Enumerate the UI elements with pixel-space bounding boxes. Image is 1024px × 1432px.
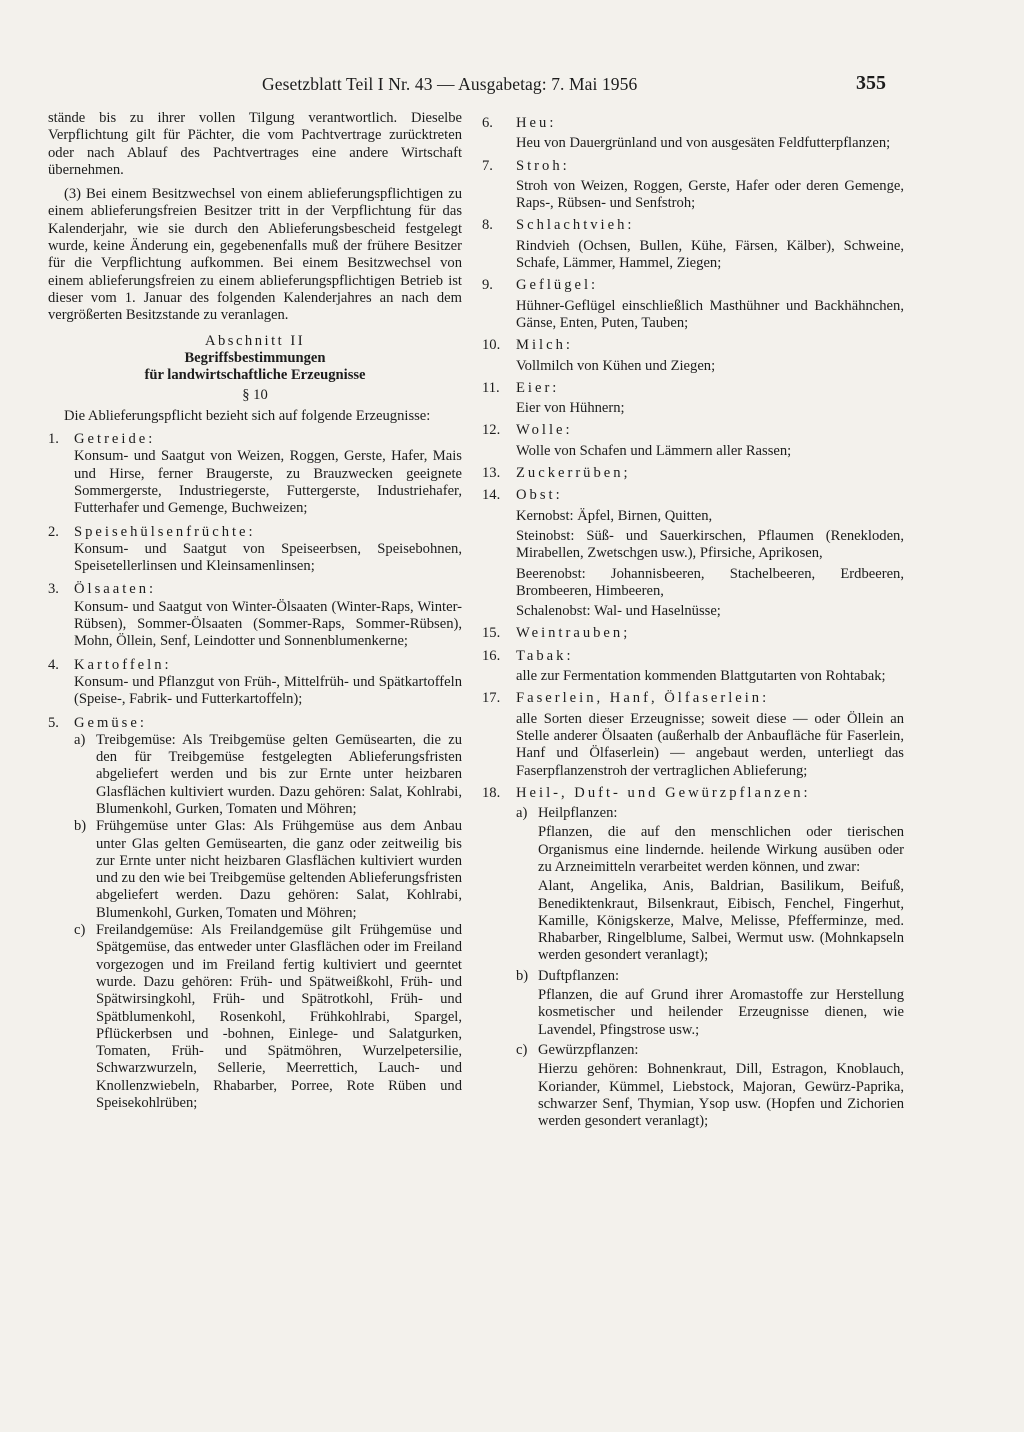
paragraph-continuation: stände bis zu ihrer vollen Tilgung verantwortlich. Dieselbe Verpflichtung gilt für Pächter, die vom Pachtvertrage zurücktreten oder nach Ablauf des Pachtvertrages eine andere Wirtschaft übernehmen. xyxy=(48,110,462,178)
list-item xyxy=(48,581,462,650)
item-heading: Milch: xyxy=(516,337,573,354)
item-heading: Tabak: xyxy=(516,647,574,664)
item-number: 3. xyxy=(48,581,59,598)
item-text: Wolle von Schafen und Lämmern aller Rassen; xyxy=(516,442,792,459)
item-number: 9. xyxy=(482,277,493,294)
item-number: 7. xyxy=(482,157,493,174)
sub-item xyxy=(516,1042,904,1130)
obst-line: Kernobst: Äpfel, Birnen, Quitten, xyxy=(516,507,713,524)
item-number: 13. xyxy=(482,465,501,482)
item-heading: Stroh: xyxy=(516,157,570,174)
item-text: Konsum- und Saatgut von Winter-Ölsaaten (Winter-Raps, Winter-Rübsen), Sommer-Ölsaaten (Sommer-Raps, Sommer-Rübsen), Mohn, Öllein, Senf, Leindotter und Sonnenblumenkerne; xyxy=(74,598,462,650)
obst-line: Schalenobst: Wal- und Haselnüsse; xyxy=(516,603,721,620)
list-item xyxy=(482,217,904,272)
item-number: 12. xyxy=(482,422,501,439)
list-item xyxy=(48,524,462,576)
item-heading: Heil-, Duft- und Gewürzpflanzen: xyxy=(516,784,811,801)
item-number: 2. xyxy=(48,523,59,540)
page-number: 355 xyxy=(856,72,886,94)
item-heading: Wolle: xyxy=(516,422,573,439)
item-text: Heu von Dauergrünland und von ausgesäten Feldfutterpflanzen; xyxy=(516,135,891,152)
item-number: 11. xyxy=(482,379,500,396)
sub-title: Gewürzpflanzen: xyxy=(538,1041,639,1058)
sub-item xyxy=(516,968,904,1039)
sub-item xyxy=(74,818,462,922)
paragraph-sign: § 10 xyxy=(242,387,268,404)
item-text: alle Sorten dieser Erzeugnisse; soweit diese — oder Öllein an Stelle anderer Ölsaaten (außerhalb der Anbaufläche für Faserlein, Hanf und Ölfaserlein) — angebaut werden, unterliegt das Faserpflanzenstroh der vertraglichen Ablieferung; xyxy=(516,710,904,779)
sub-item xyxy=(516,805,904,965)
sub-label: c) xyxy=(516,1041,528,1058)
sub-item xyxy=(74,732,462,818)
list-item-gemuese xyxy=(48,715,462,1113)
item-text: Konsum- und Pflanzgut von Früh-, Mittelfrüh- und Spätkartoffeln (Speise-, Fabrik- und Futterkartoffeln); xyxy=(74,673,462,708)
list-item xyxy=(482,158,904,213)
item-number: 15. xyxy=(482,625,501,642)
sub-label: c) xyxy=(74,922,86,939)
item-number: 14. xyxy=(482,487,501,504)
sub-label: b) xyxy=(74,818,87,835)
item-heading: Gemüse: xyxy=(74,714,147,731)
item-number: 16. xyxy=(482,647,501,664)
item-heading: Ölsaaten: xyxy=(74,581,157,598)
list-item xyxy=(482,648,904,686)
sub-text: Hierzu gehören: Bohnenkraut, Dill, Estragon, Knoblauch, Koriander, Kümmel, Liebstock, Majoran, Gewürz-Paprika, schwarzer Senf, Thymian, Ysop usw. (Hopfen und Zichorien werden gesondert veranlagt); xyxy=(538,1061,904,1130)
item-heading: Heu: xyxy=(516,115,557,131)
item-number: 1. xyxy=(48,431,59,448)
item-text: Eier von Hühnern; xyxy=(516,400,625,417)
sub-text: Pflanzen, die auf Grund ihrer Aromastoffe zur Herstellung kosmetischer und heilender Erzeugnisse dienen, wie Lavendel, Pfingstrose usw.; xyxy=(538,987,904,1038)
intro-text: Die Ablieferungspflicht bezieht sich auf folgende Erzeugnisse: xyxy=(64,407,431,424)
list-item-heilpflanzen xyxy=(482,785,904,1131)
list-item xyxy=(482,422,904,460)
list-item xyxy=(482,277,904,332)
sub-item xyxy=(74,922,462,1112)
item-number: 4. xyxy=(48,656,59,673)
list-item xyxy=(482,337,904,375)
item-text: alle zur Fermentation kommenden Blattgutarten von Rohtabak; xyxy=(516,668,886,685)
obst-line: Steinobst: Süß- und Sauerkirschen, Pflaumen (Reneklоden, Mirabellen, Zwetschgen usw.), Pfirsiche, Aprikosen, xyxy=(516,527,904,562)
section-heading: Abschnitt II xyxy=(204,332,306,349)
sub-title: Heilpflanzen: xyxy=(538,805,618,822)
sub-text: Freilandgemüse: Als Freilandgemüse gilt Frühgemüse und Spätgemüse, das entweder unter Glasflächen oder im Freiland vorgezogen und im Freiland fertig kultiviert und geerntet wurde. Dazu gehören: Früh- und Spätweißkohl, Früh- und Spätwirsingkohl, Früh- und Spätrotkohl, Früh- und Spätblumenkohl, Rosenkohl, Frühkohlrabi, Spargel, Pflückerbsen und -bohnen, Einlege- und Salatgurken, Tomaten, Früh- und Spätmöhren, Wurzelpetersilie, Schwarzwurzeln, Sellerie, Meerrettich, Lauch- und Knollenzwiebeln, Rhabarber, Porree, Rote Rüben und Speisekohlrüben; xyxy=(96,922,462,1112)
item-number: 5. xyxy=(48,714,59,731)
item-text: Rindvieh (Ochsen, Bullen, Kühe, Färsen, Kälber), Schweine, Schafe, Lämmer, Hammel, Ziegen; xyxy=(516,237,904,272)
sub-text: Treibgemüse: Als Treibgemüse gelten Gemüsearten, die zu den für Treibgemüse festgelegten Ablieferungsfristen abgeliefert werden und bis zur Ernte unter heizbaren Glasflächen kultiviert wurden. Dazu gehören: Salat, Kohlrabi, Blumenkohl, Gurken, Tomaten und Möhren; xyxy=(96,731,462,817)
item-heading: Eier: xyxy=(516,379,560,396)
right-column xyxy=(482,110,904,1130)
item-heading: Weintrauben; xyxy=(516,625,631,642)
sub-text: Frühgemüse unter Glas: Als Frühgemüse aus dem Anbau unter Glas gelten Gemüsearten, die ganz oder zeitweilig bis zur Ernte unter nicht heizbaren Glasflächen kultiviert wurden und zu den wie bei Treibgemüse geltenden Ablieferungsfristen abgeliefert werden. Dazu gehören: Salat, Kohlrabi, Blumenkohl, Gurken, Tomaten und Möhren; xyxy=(96,818,462,921)
sub-label: b) xyxy=(516,967,529,984)
item-heading: Faserlein, Hanf, Ölfaserlein: xyxy=(516,690,770,707)
list-item xyxy=(482,690,904,779)
item-number: 18. xyxy=(482,784,501,801)
item-number: 6. xyxy=(482,115,493,131)
running-header: Gesetzblatt Teil I Nr. 43 — Ausgabetag: 7. Mai 1956 xyxy=(262,74,638,94)
list-item xyxy=(482,115,904,153)
sub-text: Pflanzen, die auf den menschlichen oder tierischen Organismus eine lindernde. heilende Wirkung ausüben oder zu Arzneimitteln verarbeitet werden können, und zwar: xyxy=(538,824,904,875)
list-item xyxy=(482,380,904,418)
obst-line: Beerenobst: Johannisbeeren, Stachelbeeren, Erdbeeren, Brombeeren, Himbeeren, xyxy=(516,565,904,599)
item-heading: Obst: xyxy=(516,487,563,504)
item-text: Konsum- und Saatgut von Weizen, Roggen, Gerste, Hafer, Mais und Hirse, ferner Braugerste, zu Brauzwecken geeignete Sommergerste, Industriegerste, Futtergerste, Industriehafer, Futterhafer und Gemenge, Buchweizen; xyxy=(74,448,462,517)
paragraph-3: (3) Bei einem Besitzwechsel von einem ablieferungspflichtigen zu einem ablieferungsfreien Besitzer tritt in der Verpflichtung für das Kalenderjahr, wie sie durch den Ablieferungsbescheid festgelegt wurde, keine Änderung ein, gegebenenfalls muß der frühere Besitzer für die Verpflichtung aufkommen. Bei einem Besitzwechsel von einem ablieferungsfreien zu einem ablieferungspflichtigen Betrieb ist dieser vom 1. Januar des folgenden Kalenderjahres an nach dem vergrößerten Besitzstande zu veranlagen. xyxy=(48,186,462,324)
item-heading: Speisehülsenfrüchte: xyxy=(74,523,256,540)
item-number: 10. xyxy=(482,337,501,354)
item-heading: Getreide: xyxy=(74,431,156,448)
item-text: Stroh von Weizen, Roggen, Gerste, Hafer oder deren Gemenge, Raps-, Rübsen- und Senfstroh; xyxy=(516,177,904,212)
sub-title: Duftpflanzen: xyxy=(538,967,620,984)
list-item-obst xyxy=(482,487,904,620)
sub-label: a) xyxy=(74,731,86,748)
list-item xyxy=(48,657,462,709)
left-column xyxy=(48,110,462,1112)
item-heading: Zuckerrüben; xyxy=(516,465,631,482)
item-heading: Schlachtvieh: xyxy=(516,217,635,234)
list-item xyxy=(482,465,904,482)
sub-text: Alant, Angelika, Anis, Baldrian, Basilikum, Beifuß, Benediktenkraut, Bilsenkraut, Eibisch, Fenchel, Fingerhut, Kamille, Königskerze, Malve, Melisse, Pfefferminze, med. Rhabarber, Ringelblume, Salbei, Wermut usw. (Mohnkapseln werden gesondert veranlagt); xyxy=(538,878,904,964)
section-title-line-1: Begriffsbestimmungen xyxy=(184,349,326,366)
item-number: 17. xyxy=(482,690,501,707)
sub-label: a) xyxy=(516,805,528,822)
list-item xyxy=(482,625,904,642)
item-text: Vollmilch von Kühen und Ziegen; xyxy=(516,357,716,374)
item-number: 8. xyxy=(482,217,493,234)
item-text: Hühner-Geflügel einschließlich Masthühner und Backhähnchen, Gänse, Enten, Puten, Tauben; xyxy=(516,297,904,331)
list-item xyxy=(48,431,462,517)
item-heading: Kartoffeln: xyxy=(74,656,172,673)
section-title-line-2: für landwirtschaftliche Erzeugnisse xyxy=(144,367,366,384)
item-text: Konsum- und Saatgut von Speiseerbsen, Speisebohnen, Speisetellerlinsen und Kleinsamenlinsen; xyxy=(74,540,462,575)
item-heading: Geflügel: xyxy=(516,277,599,294)
